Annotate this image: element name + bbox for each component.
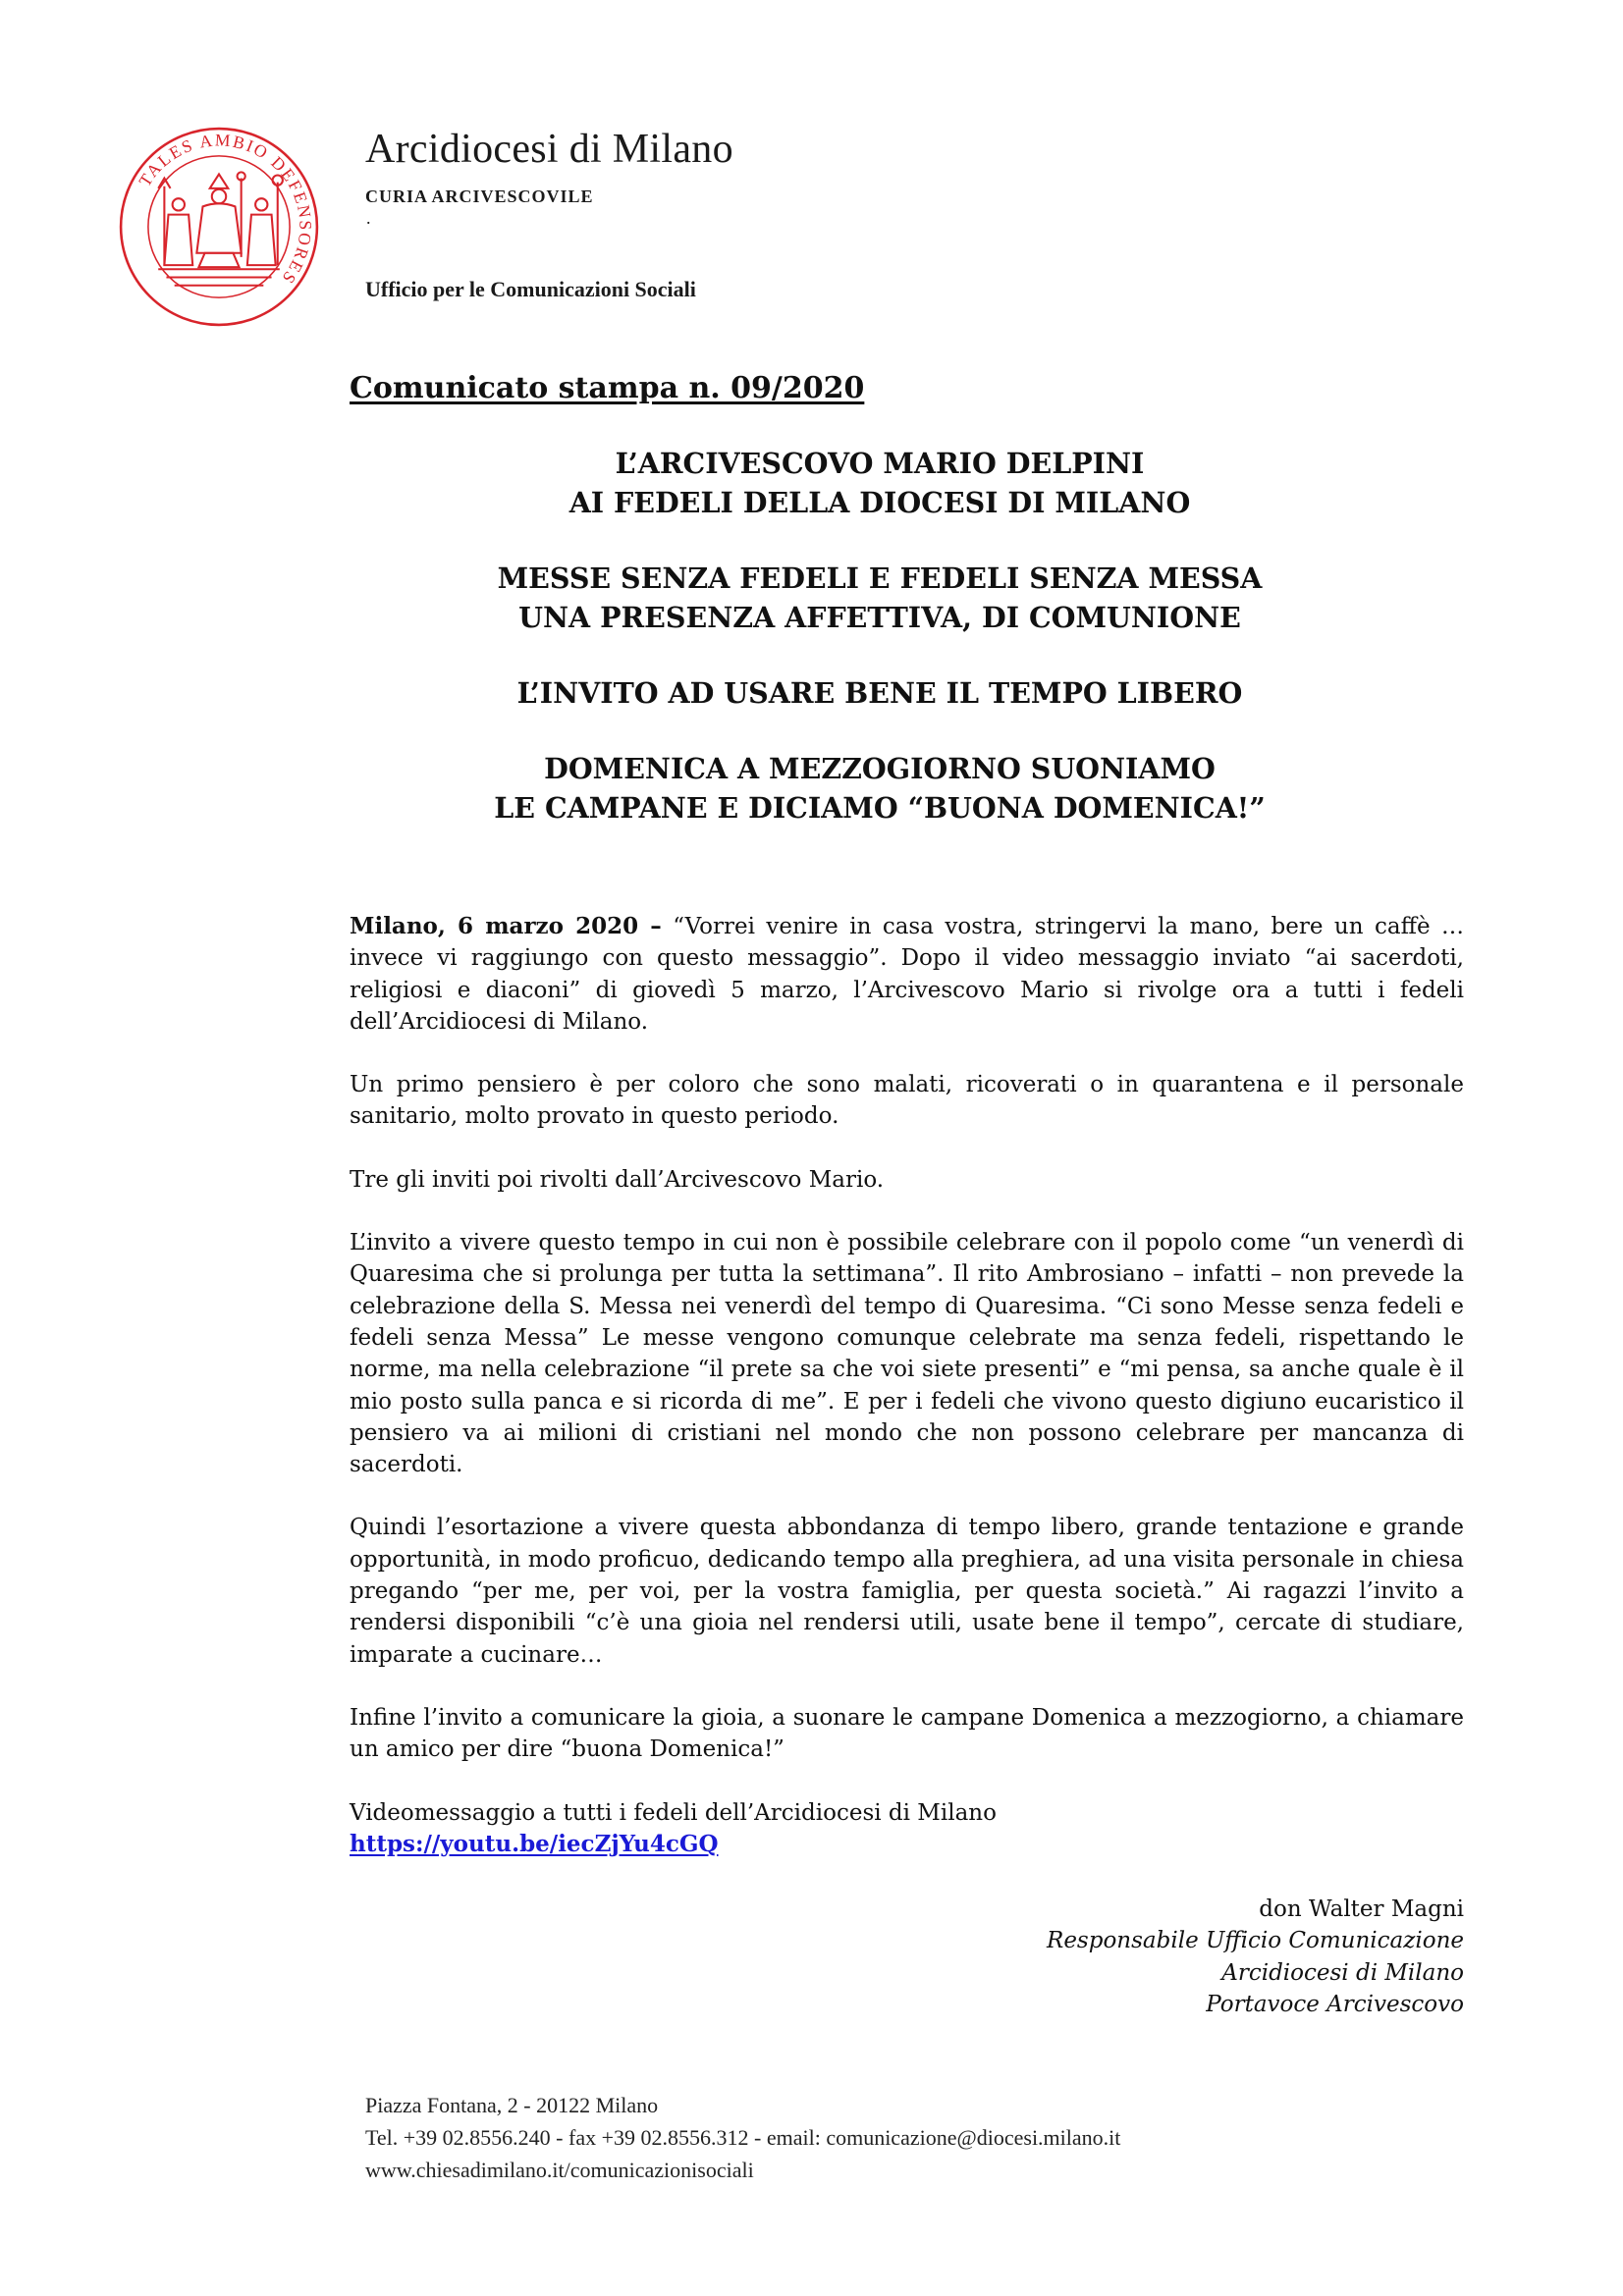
dateline: Milano, 6 marzo 2020 – — [350, 913, 662, 939]
paragraph-intro — [350, 911, 1464, 1038]
footer-website: www.chiesadimilano.it/comunicazionisociali — [365, 2158, 754, 2182]
headline-line: LE CAMPANE E DICIAMO “BUONA DOMENICA!” — [494, 791, 1266, 825]
headline-block-2 — [350, 559, 1410, 637]
headline-block-3 — [350, 673, 1410, 713]
headlines — [350, 444, 1410, 864]
paragraph-intro-text: “Vorrei venire in casa vostra, stringervi la mano, bere un caffè … invece vi raggiungo con questo messaggio”. Dopo il video messaggio inviato “ai sacerdoti, religiosi e diaconi” di giovedì 5 marzo, l’Arcivescovo Mario si rivolge ora a tutti i fedeli dell’Arcidiocesi di Milano. — [350, 914, 1465, 1035]
headline-line: L’ARCIVESCOVO MARIO DELPINI — [615, 447, 1145, 480]
svg-text:TALES AMBIO DEFENSORES: TALES AMBIO DEFENSORES — [135, 130, 316, 290]
paragraph: Tre gli inviti poi rivolti dall’Arcivescovo Mario. — [350, 1166, 885, 1193]
signer-name: don Walter Magni — [1259, 1896, 1464, 1922]
office-name: Ufficio per le Comunicazioni Sociali — [365, 277, 696, 301]
headline-block-1 — [350, 444, 1410, 522]
signature — [1047, 1894, 1464, 2020]
paragraph: Quindi l’esortazione a vivere questa abbondanza di tempo libero, grande tentazione e grande opportunità, in modo proficuo, dedicando tempo alla preghiera, ad una visita personale in chiesa pregando “per me, per voi, per la vostra famiglia, per questa società.” Ai ragazzi l’invito a rendersi disponibili “c’è una gioia nel rendersi utili, usate bene il tempo”, cercate di studiare, imparate a cucinare… — [350, 1515, 1464, 1668]
paragraph: Un primo pensiero è per coloro che sono malati, ricoverati o in quarantena e il personale sanitario, molto provato in questo periodo. — [350, 1072, 1464, 1130]
headline-line: UNA PRESENZA AFFETTIVA, DI COMUNIONE — [518, 601, 1241, 634]
headline-line: DOMENICA A MEZZOGIORNO SUONIAMO — [544, 752, 1216, 785]
video-link[interactable]: https://youtu.be/iecZjYu4cGQ — [350, 1830, 719, 1857]
headline-block-4 — [350, 749, 1410, 828]
curia-label: CURIA ARCIVESCOVILE — [365, 187, 594, 206]
signer-title: Portavoce Arcivescovo — [1206, 1991, 1464, 2017]
video-label: Videomessaggio a tutti i fedeli dell’Arcidiocesi di Milano — [350, 1799, 997, 1826]
signer-org: Arcidiocesi di Milano — [1221, 1959, 1464, 1986]
footer-address: Piazza Fontana, 2 - 20122 Milano — [365, 2093, 659, 2117]
org-name: Arcidiocesi di Milano — [365, 127, 733, 172]
press-release-number: Comunicato stampa n. 09/2020 — [350, 371, 865, 405]
paragraph: L’invito a vivere questo tempo in cui non è possibile celebrare con il popolo come “un venerdì di Quaresima che si prolunga per tutta la settimana”. Il rito Ambrosiano – infatti – non prevede la celebrazione della S. Messa nei venerdì del tempo di Quaresima. “Ci sono Messe senza fedeli e fedeli senza Messa” Le messe vengono comunque celebrate ma senza fedeli, rispettando le norme, ma nella celebrazione “il prete sa che voi siete presenti” e “mi pensa, sa anche quale è il mio posto sulla panca e si ricorda di me”. E per i fedeli che vivono questo digiuno eucaristico il pensiero va ai milioni di cristiani nel mondo che non possono celebrare per mancanza di sacerdoti. — [350, 1230, 1464, 1478]
headline-line: AI FEDELI DELLA DIOCESI DI MILANO — [568, 486, 1191, 519]
headline-line: MESSE SENZA FEDELI E FEDELI SENZA MESSA — [497, 561, 1263, 595]
footer-contacts: Tel. +39 02.8556.240 - fax +39 02.8556.312 - email: comunicazione@diocesi.milano.it — [365, 2125, 1121, 2150]
curia-dot: . — [366, 208, 371, 228]
body-text — [350, 911, 1464, 1892]
footer — [365, 2089, 1120, 2186]
headline-line: L’INVITO AD USARE BENE IL TEMPO LIBERO — [516, 676, 1243, 710]
video-message — [350, 1797, 1464, 1861]
diocese-seal-logo — [118, 126, 320, 328]
paragraph: Infine l’invito a comunicare la gioia, a suonare le campane Domenica a mezzogiorno, a chiamare un amico per dire “buona Domenica!” — [350, 1704, 1464, 1763]
signer-role: Responsabile Ufficio Comunicazione — [1047, 1928, 1464, 1954]
